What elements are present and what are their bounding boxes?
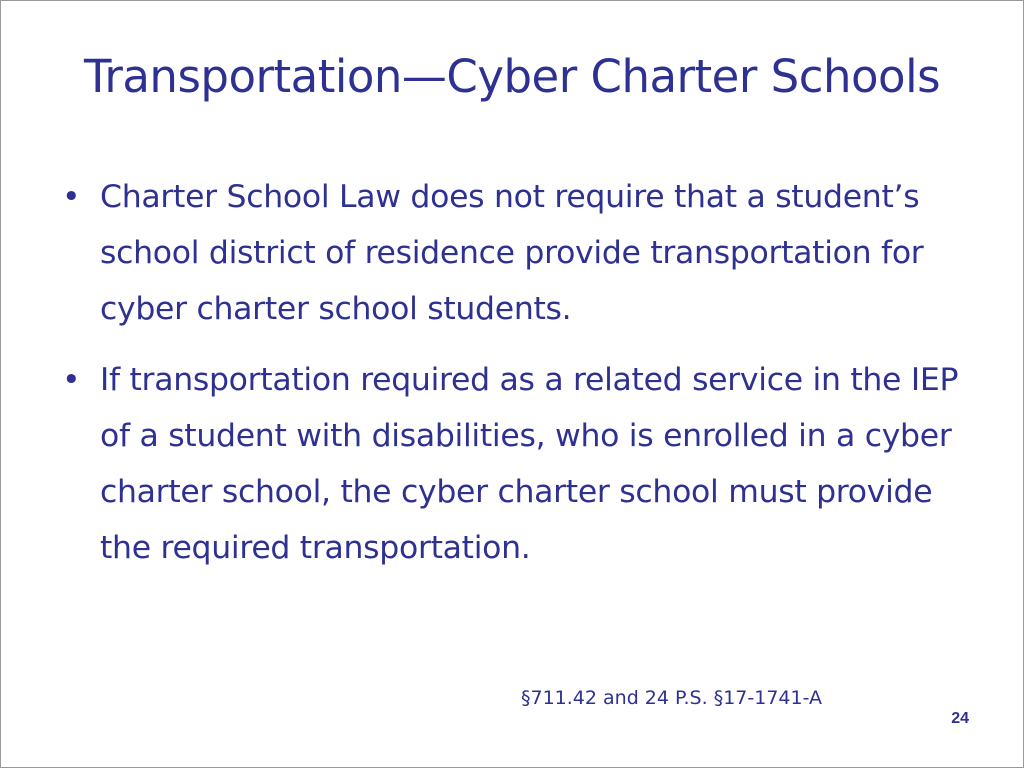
- bullet-item: [59, 169, 969, 337]
- bullet-text: If transportation required as a related service in the IEP of a student with disabilities, who is enrolled in a cyber charter school, the cyber charter school must provide the required transportation.: [100, 362, 959, 566]
- slide-title: Transportation—Cyber Charter Schools: [83, 50, 941, 103]
- bullet-item: [59, 352, 969, 576]
- bullet-icon: •: [62, 179, 81, 215]
- bullet-icon: •: [62, 362, 81, 398]
- page-number: 24: [951, 710, 969, 727]
- bullet-text: Charter School Law does not require that a student’s school district of residence provide transportation for cyber charter school students.: [100, 179, 924, 327]
- legal-citation: §711.42 and 24 P.S. §17-1741-A: [521, 687, 823, 709]
- bullet-list: [59, 169, 969, 576]
